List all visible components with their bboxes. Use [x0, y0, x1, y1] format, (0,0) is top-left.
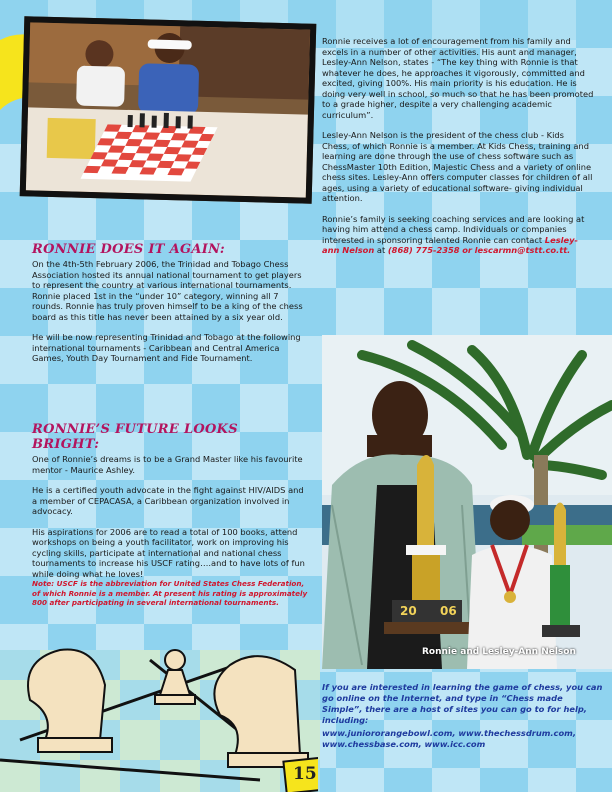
contact-text: Ronnie’s family is seeking coaching services and are looking at having him attend a chess camp. Individuals or companies interested in sponsoring talented Ronnie can contact [322, 213, 585, 245]
uscf-note: Note: USCF is the abbreviation for United States Chess Federation, of which Ronnie is a member. At present his rating is approximately 800 after participating in several international tournaments. [32, 579, 308, 607]
trophy-label: 20 [400, 604, 417, 618]
chess-resources-box [322, 682, 604, 750]
contact-paragraph [322, 214, 594, 256]
contact-or: or [462, 245, 472, 255]
right-column-text [322, 36, 594, 266]
paragraph: Lesley-Ann Nelson is the president of the chess club - Kids Chess, of which Ronnie is a member. At Kids Chess, training and learning are done through the use of chess software such as ChessMaster 10th Edition, Majestic Chess and a variety of online chess sites. Lesley-Ann offers computer classes for children of all ages, using a variety of educational software- giving individual attention. [322, 130, 593, 203]
knight-icon [214, 656, 308, 767]
contact-phone: (868) 775-2358 [387, 245, 460, 255]
knight-icon [28, 649, 112, 752]
section-heading: RONNIE DOES IT AGAIN: [32, 242, 225, 257]
resources-text: If you are interested in learning the game of chess, you can go online on the Internet, and type in “Chess made Simple”, there are a host of sites you can go to for help, including: [322, 682, 603, 725]
paragraph: Ronnie receives a lot of encouragement from his family and excels in a number of other activities. His aunt and manager, Lesley-Ann Nelson, states - “The key thing with Ronnie is that whatever he does, he approaches it vigorously, committed and excited, giving 100%. His main priority is his education. He is doing very well in school, so much so that he has been promoted to a grade higher, despite a very challenging academic curriculum”. [322, 36, 594, 120]
paragraph: One of Ronnie’s dreams is to be a Grand Master like his favourite mentor - Maurice Ashley. [32, 454, 303, 475]
chess-pieces-illustration [0, 630, 318, 792]
paragraph: On the 4th-5th February 2006, the Trinidad and Tobago Chess Association hosted its annual national tournament to get players to represent the country at various international tournaments. Ronnie placed 1st in the “under 10” category, winning all 7 rounds. Ronnie has truly proven himself to be a king of the chess board as this title has never been attained by a six year old. [32, 259, 303, 322]
page-number: 15 [293, 764, 317, 784]
pawn-icon [155, 650, 195, 704]
section-ronnie-again [32, 242, 308, 374]
trophy-photo [322, 335, 612, 669]
section-future-bright [32, 422, 308, 608]
chess-photo [20, 16, 317, 204]
paragraph: His aspirations for 2006 are to read a total of 100 books, attend workshops on being a youth facilitator, work on improving his cycling skills, participate at international and national chess tournaments to increase his USCF rating….and to have lots of fun while doing what he loves! [32, 526, 305, 579]
contact-email[interactable]: lescarmn@tstt.co.tt. [474, 245, 571, 255]
paragraph: He will be now representing Trinidad and Tobago at the following international tournaments - Caribbean and Central America Games, Youth Day Tournament and Fide Tournament. [32, 332, 301, 363]
resources-links[interactable]: www.juniororangebowl.com, www.thechessdrum.com, www.chessbase.com, www.icc.com [322, 728, 576, 749]
paragraph: He is a certified youth advocate in the fight against HIV/AIDS and a member of CEPACASA, a Caribbean organization involved in advocacy. [32, 485, 304, 516]
trophy-label: 06 [440, 604, 457, 618]
contact-name: Lesley-ann Nelson [322, 234, 578, 255]
contact-at: at [376, 245, 386, 255]
section-heading: RONNIE’S FUTURE LOOKS BRIGHT: [32, 422, 238, 452]
photo-caption: Ronnie and Lesley-Ann Nelson [422, 647, 576, 657]
